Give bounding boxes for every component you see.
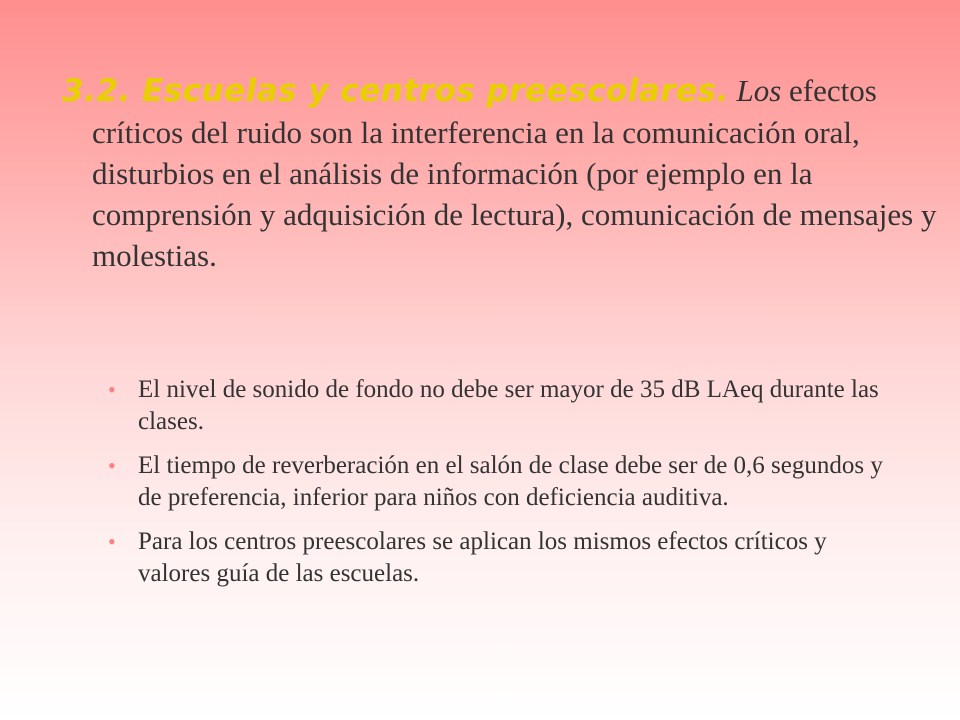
- bullet-icon: •: [108, 529, 116, 554]
- lead-word: Los: [736, 73, 782, 108]
- bullet-text: Para los centros preescolares se aplican los mismos efectos críticos y valores guía de las escuelas.: [138, 528, 827, 587]
- bullet-text: El nivel de sonido de fondo no debe ser mayor de 35 dB LAeq durante las clases.: [138, 376, 879, 435]
- bullet-item: [104, 526, 894, 590]
- intro-paragraph: [62, 70, 942, 276]
- bullet-item: [104, 374, 894, 438]
- intro-body: efectos críticos del ruido son la interferencia en la comunicación oral, disturbios en el análisis de información (por ejemplo en la comprensión y adquisición de lectura), comunicación de mensajes y molestias.: [92, 73, 937, 273]
- bullet-item: [104, 450, 894, 514]
- bullet-text: El tiempo de reverberación en el salón de clase debe ser de 0,6 segundos y de preferencia, inferior para niños con deficiencia auditiva.: [138, 452, 883, 511]
- section-heading: 3.2. Escuelas y centros preescolares.: [62, 73, 729, 109]
- bullet-icon: •: [108, 453, 116, 478]
- bullet-list: [104, 374, 894, 602]
- bullet-icon: •: [108, 377, 116, 402]
